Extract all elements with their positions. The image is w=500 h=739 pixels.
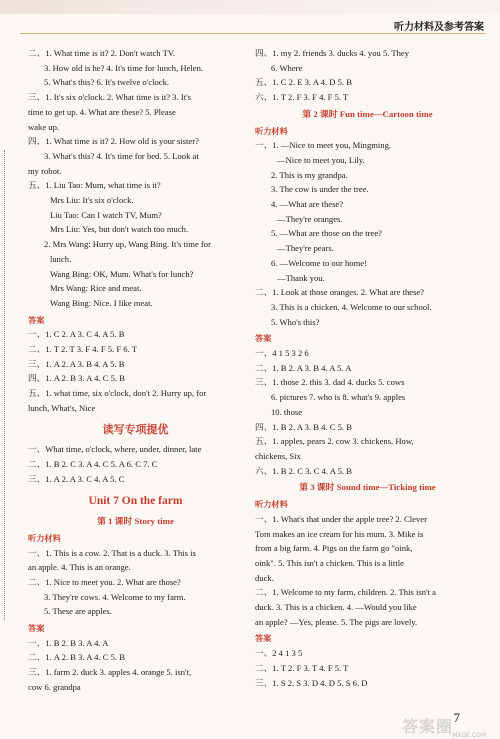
section-label: 听力材料 xyxy=(28,532,61,543)
text-line: 三、1. A 2. A 3. B 4. A 5. B xyxy=(28,358,125,369)
text-line: —They're pears. xyxy=(277,243,334,254)
text-line: 三、1. It's six o'clock. 2. What time is it? 3. It's xyxy=(28,92,191,103)
header-rule xyxy=(20,33,486,34)
text-line: 2. This is my grandpa. xyxy=(271,169,348,180)
text-line: 二、1. A 2. B 3. A 4. C 5. B xyxy=(28,652,125,663)
text-line: 一、1. —Nice to meet you, Mingming. xyxy=(255,140,392,151)
text-line: 一、1. C 2. A 3. C 4. A 5. B xyxy=(28,329,125,340)
text-line: 6. Where xyxy=(271,62,303,73)
text-line: Liu Tao: Can I watch TV, Mum? xyxy=(50,209,162,220)
page-header-title: 听力材料及参考答案 xyxy=(394,22,484,33)
text-line: 二、1. Look at those oranges. 2. What are these? xyxy=(255,287,425,298)
text-line: 5. Who's this? xyxy=(271,316,320,327)
text-line: 三、1. farm 2. duck 3. apples 4. orange 5. isn't, xyxy=(28,667,192,678)
watermark-logo: 答案圈 xyxy=(402,717,454,736)
text-line: 二、1. Nice to meet you. 2. What are those? xyxy=(28,576,181,587)
text-line: 10. those xyxy=(271,406,303,417)
right-column xyxy=(255,46,480,690)
text-line: 一、1. This is a cow. 2. That is a duck. 3. This is xyxy=(28,547,196,558)
text-line: Mrs Liu: Yes, but don't watch too much. xyxy=(50,224,189,235)
text-line: 四、1. A 2. B 3. A 4. C 5. B xyxy=(28,373,125,384)
section-title: 读写专项提优 xyxy=(102,423,169,436)
text-line: 一、4 1 5 3 2 6 xyxy=(255,348,309,359)
left-column xyxy=(28,46,243,695)
text-line: 三、1. A 2. A 3. C 4. A 5. C xyxy=(28,473,125,484)
text-line: 一、1. B 2. B 3. A 4. A xyxy=(28,637,109,648)
section-label: 听力材料 xyxy=(255,499,288,510)
text-line: 一、1. What's that under the apple tree? 2. Clever xyxy=(255,513,427,524)
text-line: 五、1. C 2. E 3. A 4. D 5. B xyxy=(255,77,352,88)
text-line: Mrs Liu: It's six o'clock. xyxy=(50,195,134,206)
text-line: Wang Bing: Nice. I like meat. xyxy=(50,297,153,308)
text-line: 五、1. what time, six o'clock, don't 2. Hurry up, for xyxy=(28,388,207,399)
text-line: 二、1. B 2. A 3. B 4. A 5. A xyxy=(255,362,352,373)
text-line: 一、2 4 1 3 5 xyxy=(255,648,303,659)
text-line: 6. —Welcome to our home! xyxy=(271,257,367,268)
text-line: 4. —What are these? xyxy=(271,199,344,210)
text-line: wake up. xyxy=(28,121,60,132)
text-line: 5. What's this? 6. It's twelve o'clock. xyxy=(44,77,170,88)
section-label: 答案 xyxy=(255,633,272,644)
text-line: 二、1. B 2. C 3. A 4. C 5. A 6. C 7. C xyxy=(28,458,158,469)
text-line: —They're oranges. xyxy=(277,213,343,224)
text-line: 2. Mrs Wang: Hurry up, Wang Bing. It's time for xyxy=(44,239,211,250)
text-line: 二、1. What time is it? 2. Don't watch TV. xyxy=(28,48,176,58)
text-line: 3. How old is he? 4. It's time for lunch, Helen. xyxy=(44,62,204,73)
lesson-heading: 第 2 课时 Fun time—Cartoon time xyxy=(302,108,433,119)
page-number: 7 xyxy=(453,710,460,725)
section-label: 答案 xyxy=(255,333,272,344)
text-line: 6. pictures 7. who is 8. what's 9. apples xyxy=(271,392,406,403)
text-line: oink". 5. This isn't a chicken. This is a little xyxy=(255,557,404,568)
text-line: —Nice to meet you, Lily. xyxy=(277,154,365,165)
text-line: 六、1. T 2. F 3. F 4. F 5. T xyxy=(255,92,349,103)
text-line: duck. 3. This is a chicken. 4. —Would you like xyxy=(255,602,417,613)
text-line: 五、1. apples, pears 2. cow 3. chickens, How, xyxy=(255,436,414,447)
lesson-heading: 第 3 课时 Sound time—Ticking time xyxy=(299,482,436,493)
text-line: lunch. xyxy=(50,253,72,264)
text-line: 二、1. T 2. T 3. F 4. F 5. F 6. T xyxy=(28,344,137,355)
text-line: chickens, Six xyxy=(255,450,301,461)
watermark-site: MXQE.COM xyxy=(452,732,486,739)
text-line: an apple. 4. This is an orange. xyxy=(28,562,131,573)
text-line: my robot. xyxy=(28,165,62,176)
text-line: 3. This is a chicken. 4. Welcome to our school. xyxy=(271,301,432,312)
text-line: lunch, What's, Nice xyxy=(28,402,96,413)
text-line: 五、1. Liu Tao: Mum, what time is it? xyxy=(28,180,161,191)
text-line: 3. The cow is under the tree. xyxy=(271,184,369,195)
binding-margin-line xyxy=(4,150,5,620)
text-line: 5. These are apples. xyxy=(44,606,112,617)
text-line: Wang Bing: OK, Mum. What's for lunch? xyxy=(50,268,194,279)
text-line: 5. —What are those on the tree? xyxy=(271,228,382,239)
top-band xyxy=(0,0,500,14)
text-line: time to get up. 4. What are these? 5. Please xyxy=(28,106,176,117)
text-line: cow 6. grandpa xyxy=(28,681,81,692)
text-line: Tom makes an ice cream for his mum. 3. Mike is xyxy=(255,528,424,539)
section-label: 听力材料 xyxy=(255,125,288,136)
text-line: duck. xyxy=(255,572,274,583)
text-line: 3. They're cows. 4. Welcome to my farm. xyxy=(44,591,186,602)
text-line: an apple? —Yes, please. 5. The pigs are lovely. xyxy=(255,616,418,627)
text-line: 3. What's this? 4. It's time for bed. 5. Look at xyxy=(44,150,199,161)
text-line: 三、1. S 2. S 3. D 4. D 5. S 6. D xyxy=(255,677,368,688)
text-line: 四、1. my 2. friends 3. ducks 4. you 5. They xyxy=(255,48,410,58)
text-line: 二、1. T 2. F 3. T 4. F 5. T xyxy=(255,662,349,673)
text-line: Mrs Wang: Rice and meat. xyxy=(50,283,142,294)
lesson-heading: 第 1 课时 Story time xyxy=(97,516,174,527)
text-line: from a big farm. 4. Pigs on the farm go "oink, xyxy=(255,543,413,554)
text-line: —Thank you. xyxy=(277,272,325,283)
text-line: 二、1. Welcome to my farm, children. 2. This isn't a xyxy=(255,587,436,598)
section-label: 答案 xyxy=(28,314,45,325)
text-line: 三、1. those 2. this 3. dad 4. ducks 5. cows xyxy=(255,377,405,388)
text-line: 四、1. B 2. A 3. B 4. C 5. B xyxy=(255,421,352,432)
text-line: 四、1. What time is it? 2. How old is your sister? xyxy=(28,136,199,147)
section-label: 答案 xyxy=(28,623,45,634)
text-line: 一、What time, o'clock, where, under, dinner, late xyxy=(28,444,202,455)
text-line: 六、1. B 2. C 3. C 4. A 5. B xyxy=(255,465,352,476)
unit-title: Unit 7 On the farm xyxy=(88,495,183,508)
